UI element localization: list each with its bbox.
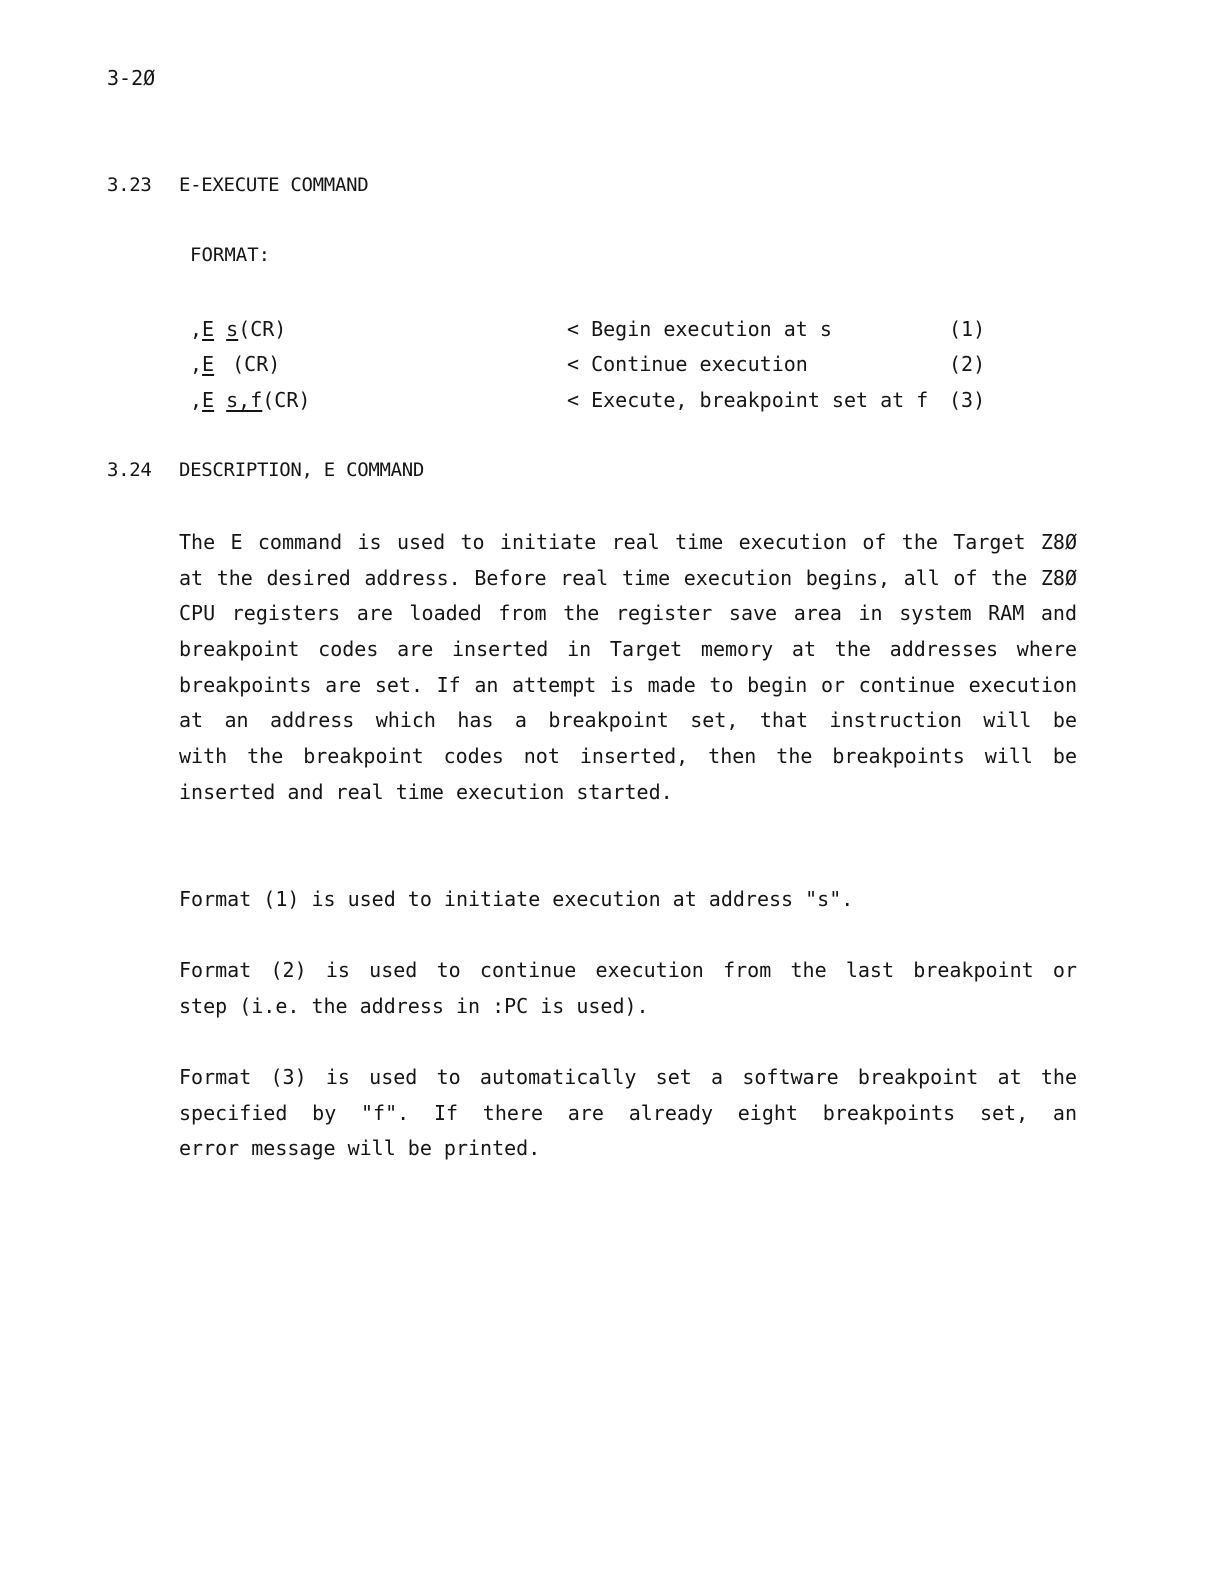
format-ref-1: (1): [949, 317, 986, 341]
format-label: FORMAT:: [190, 244, 271, 266]
paragraph-line: CPU registers are loaded from the register save area in system RAM and: [179, 601, 1077, 626]
paragraph-line: step (i.e. the address in :PC is used).: [179, 993, 649, 1018]
command-argument: s,f: [226, 388, 263, 412]
section-title-description: DESCRIPTION, E COMMAND: [179, 459, 425, 481]
paragraph-line: The E command is used to initiate real time execution of the Target Z8Ø: [179, 530, 1077, 554]
page-number: 3-2Ø: [107, 66, 156, 90]
format-description-3: < Execute, breakpoint set at f: [567, 388, 929, 412]
section-number-3-23: 3.23: [107, 174, 152, 196]
format-ref-2: (2): [949, 352, 986, 376]
paragraph-line: Format (1) is used to initiate execution at address "s".: [179, 887, 854, 911]
paragraph-line: inserted and real time execution started.: [179, 779, 673, 804]
paragraph-line: breakpoint codes are inserted in Target memory at the addresses where: [179, 637, 1077, 662]
paragraph-line: Format (3) is used to automatically set a software breakpoint at the: [179, 1065, 1077, 1089]
format-syntax-2: ,E (CR): [190, 352, 281, 376]
format-description-2: < Continue execution: [567, 352, 808, 376]
command-key: E: [202, 352, 215, 376]
format-ref-3: (3): [949, 388, 986, 412]
format-syntax-1: ,E s(CR): [190, 317, 287, 341]
format-3-paragraph: [179, 1060, 1077, 1167]
paragraph-line: error message will be printed.: [179, 1136, 541, 1161]
paragraph-line: breakpoints are set. If an attempt is made to begin or continue execution: [179, 672, 1077, 697]
section-title-execute-command: E-EXECUTE COMMAND: [179, 174, 369, 196]
paragraph-line: at an address which has a breakpoint set, that instruction will be: [179, 708, 1077, 733]
format-1-paragraph: [179, 882, 1077, 918]
command-key: E: [202, 388, 215, 412]
paragraph-line: at the desired address. Before real time execution begins, all of the Z8Ø: [179, 565, 1077, 590]
paragraph-line: Format (2) is used to continue execution from the last breakpoint or: [179, 958, 1077, 982]
description-paragraph: [179, 525, 1077, 811]
command-argument: s: [226, 317, 239, 341]
format-description-1: < Begin execution at s: [567, 317, 832, 341]
format-2-paragraph: [179, 953, 1077, 1024]
command-key: E: [202, 317, 215, 341]
format-syntax-3: ,E s,f(CR): [190, 388, 311, 412]
section-number-3-24: 3.24: [107, 459, 152, 481]
paragraph-line: specified by "f". If there are already eight breakpoints set, an: [179, 1100, 1077, 1125]
paragraph-line: with the breakpoint codes not inserted, then the breakpoints will be: [179, 744, 1077, 769]
